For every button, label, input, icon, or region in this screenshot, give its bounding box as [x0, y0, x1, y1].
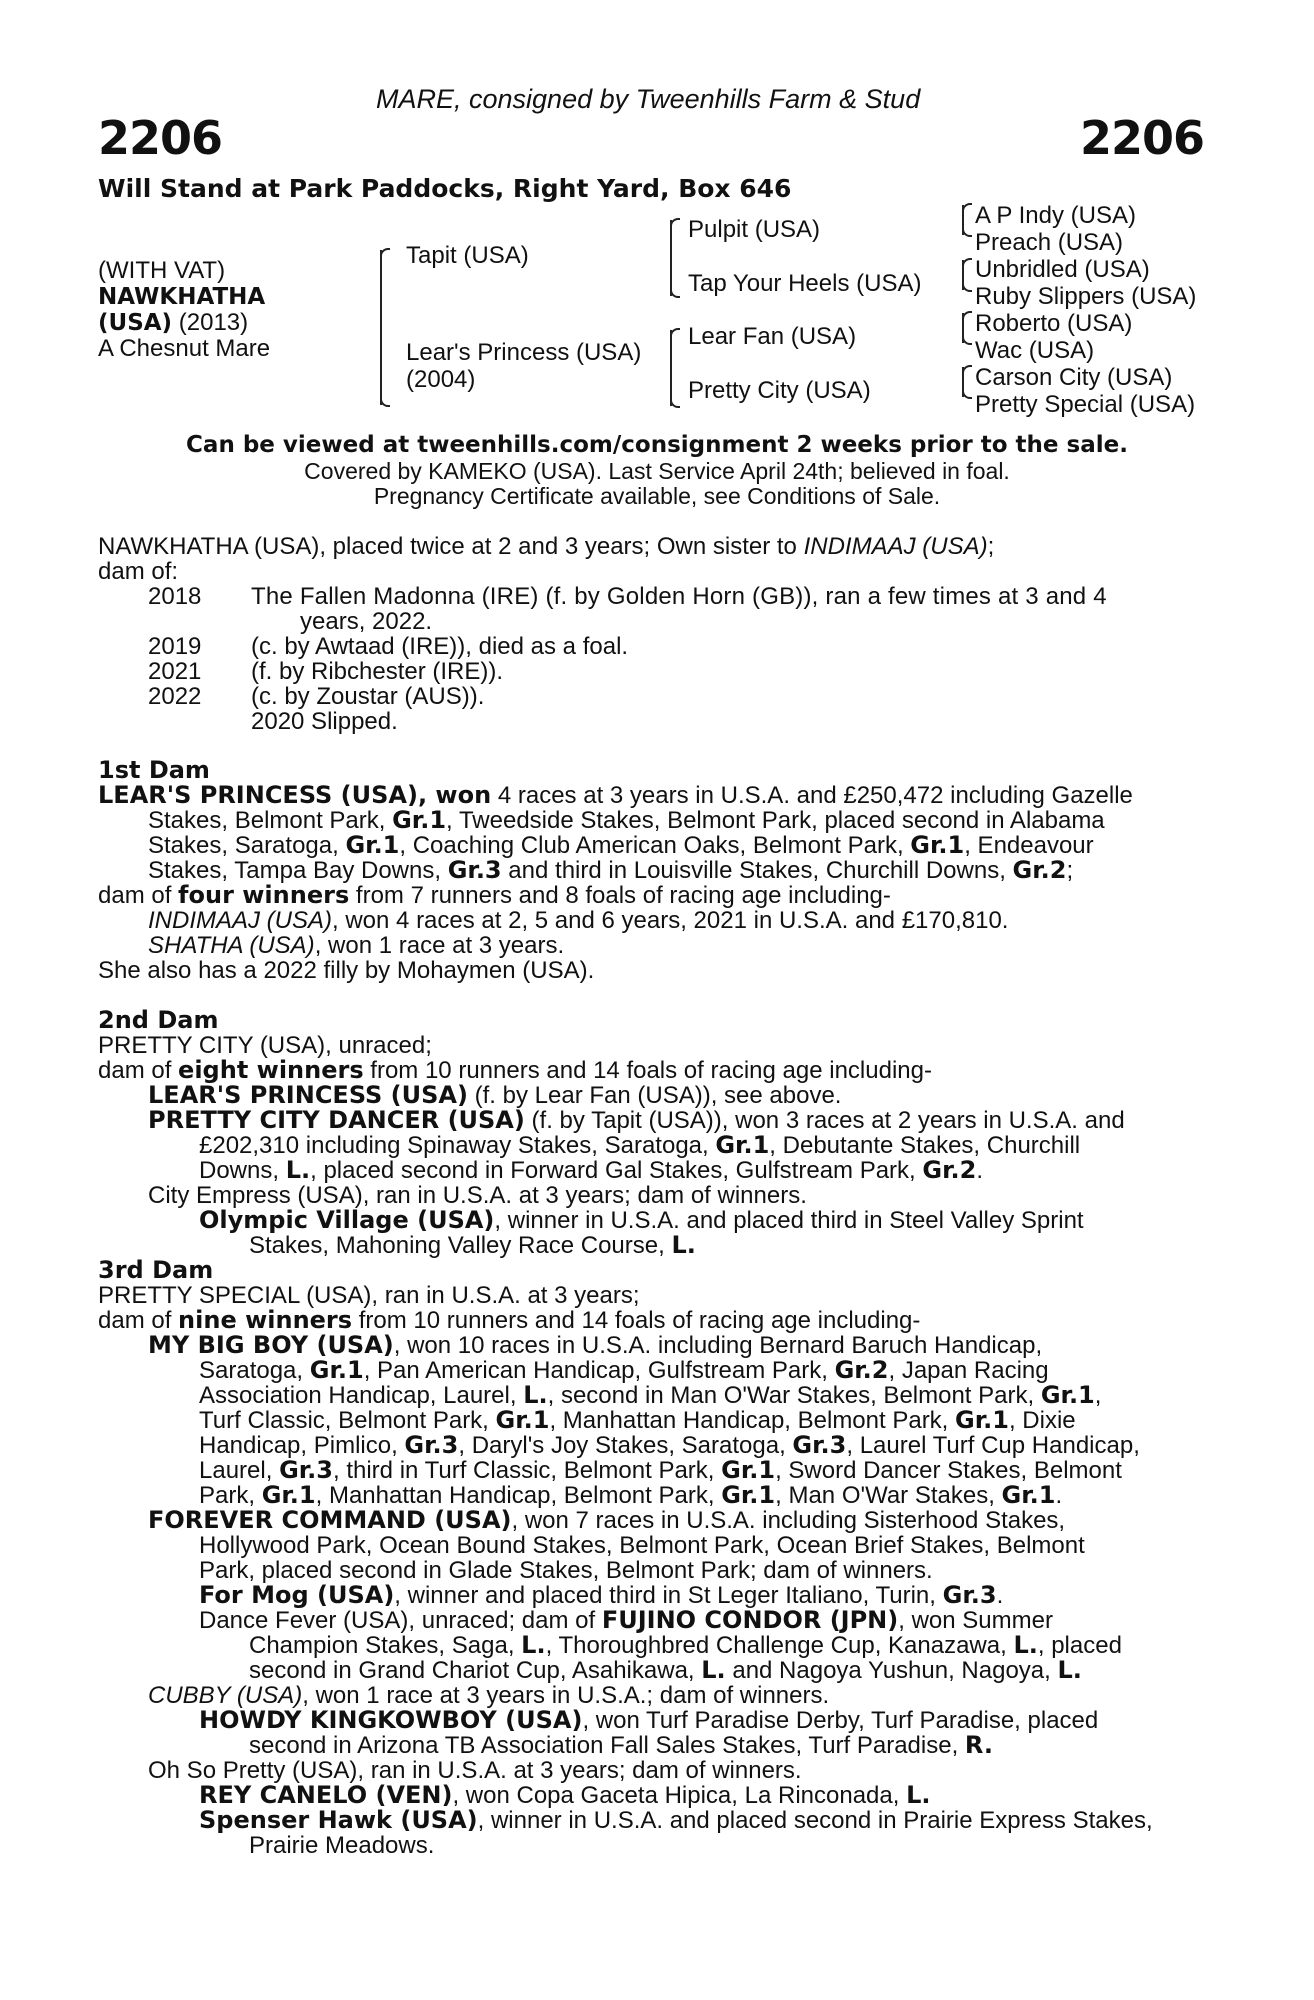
third-dam-line: MY BIG BOY (USA), won 10 races in U.S.A. including Bernard Baruch Handicap,	[148, 1331, 1043, 1359]
produce-year: 2021	[148, 658, 202, 685]
third-dam-line: second in Arizona TB Association Fall Sales Stakes, Turf Paradise, R.	[249, 1731, 993, 1759]
first-dam-line: SHATHA (USA), won 1 race at 3 years.	[148, 932, 565, 959]
third-dam-line: dam of nine winners from 10 runners and 14 foals of racing age including-	[98, 1306, 921, 1334]
pedigree-brace-3b	[962, 260, 964, 290]
lot-number-left: 2206	[98, 111, 223, 165]
stand-location: Will Stand at Park Paddocks, Right Yard, Box 646	[98, 174, 792, 203]
third-dam-heading: 3rd Dam	[98, 1256, 214, 1284]
pedigree-sire-sire: Pulpit (USA)	[688, 216, 821, 243]
first-dam-line: dam of four winners from 7 runners and 8 foals of racing age including-	[98, 881, 891, 909]
produce-year: 2019	[148, 633, 202, 660]
third-dam-line: Turf Classic, Belmont Park, Gr.1, Manhattan Handicap, Belmont Park, Gr.1, Dixie	[199, 1406, 1076, 1434]
produce-year: 2018	[148, 583, 202, 610]
pedigree-brace-3a	[962, 205, 964, 235]
first-dam-line: LEAR'S PRINCESS (USA), won 4 races at 3 years in U.S.A. and £250,472 including Gazelle	[98, 781, 1133, 809]
third-dam-line: PRETTY SPECIAL (USA), ran in U.S.A. at 3 years;	[98, 1282, 640, 1309]
third-dam-line: Dance Fever (USA), unraced; dam of FUJINO CONDOR (JPN), won Summer	[199, 1606, 1053, 1634]
first-dam-line: She also has a 2022 filly by Mohaymen (USA).	[98, 957, 595, 984]
third-dam-line: FOREVER COMMAND (USA), won 7 races in U.S.A. including Sisterhood Stakes,	[148, 1506, 1066, 1534]
second-dam-line: Olympic Village (USA), winner in U.S.A. and placed third in Steel Valley Sprint	[199, 1206, 1084, 1234]
third-dam-line: HOWDY KINGKOWBOY (USA), won Turf Paradise Derby, Turf Paradise, placed	[199, 1706, 1099, 1734]
second-dam-line: Downs, L., placed second in Forward Gal Stakes, Gulfstream Park, Gr.2.	[199, 1156, 983, 1184]
third-dam-line: Prairie Meadows.	[249, 1832, 435, 1859]
produce-year: 2022	[148, 683, 202, 710]
third-dam-line: CUBBY (USA), won 1 race at 3 years in U.S.A.; dam of winners.	[148, 1682, 830, 1709]
covered-note: Covered by KAMEKO (USA). Last Service April 24th; believed in foal.	[304, 458, 1010, 484]
third-dam-line: Association Handicap, Laurel, L., second in Man O'War Stakes, Belmont Park, Gr.1,	[199, 1381, 1102, 1409]
pedigree-g7: Carson City (USA)	[975, 364, 1173, 391]
pedigree-brace-2b	[670, 330, 672, 406]
pedigree-sire: Tapit (USA)	[406, 242, 529, 269]
produce-entry-cont: years, 2022.	[300, 608, 433, 635]
second-dam-line: City Empress (USA), ran in U.S.A. at 3 years; dam of winners.	[148, 1182, 807, 1209]
pedigree-brace-3d	[962, 367, 964, 397]
horse-description: A Chesnut Mare	[98, 335, 271, 362]
second-dam-line: £202,310 including Spinaway Stakes, Saratoga, Gr.1, Debutante Stakes, Churchill	[199, 1131, 1081, 1159]
third-dam-line: Laurel, Gr.3, third in Turf Classic, Belmont Park, Gr.1, Sword Dancer Stakes, Belmont	[199, 1456, 1122, 1484]
produce-entry: (c. by Zoustar (AUS)).	[251, 683, 485, 710]
second-dam-line: LEAR'S PRINCESS (USA) (f. by Lear Fan (USA)), see above.	[148, 1081, 842, 1109]
third-dam-line: REY CANELO (VEN), won Copa Gaceta Hipica, La Rinconada, L.	[199, 1781, 931, 1809]
produce-dam-of: dam of:	[98, 558, 179, 585]
third-dam-line: Handicap, Pimlico, Gr.3, Daryl's Joy Stakes, Saratoga, Gr.3, Laurel Turf Cup Handicap,	[199, 1431, 1140, 1459]
third-dam-line: Champion Stakes, Saga, L., Thoroughbred Challenge Cup, Kanazawa, L., placed	[249, 1631, 1122, 1659]
produce-entry: The Fallen Madonna (IRE) (f. by Golden Horn (GB)), ran a few times at 3 and 4	[251, 583, 1107, 610]
pedigree-g1: A P Indy (USA)	[975, 202, 1136, 229]
pedigree-brace-1	[380, 250, 382, 405]
pedigree-g2: Preach (USA)	[975, 229, 1124, 256]
pedigree-dam-sire: Lear Fan (USA)	[688, 323, 857, 350]
lot-number-right: 2206	[1080, 111, 1205, 165]
pedigree-brace-2a	[670, 220, 672, 296]
second-dam-heading: 2nd Dam	[98, 1006, 219, 1034]
pedigree-g5: Roberto (USA)	[975, 310, 1133, 337]
pregnancy-note: Pregnancy Certificate available, see Conditions of Sale.	[373, 483, 941, 509]
first-dam-heading: 1st Dam	[98, 756, 210, 784]
third-dam-line: second in Grand Chariot Cup, Asahikawa, L. and Nagoya Yushun, Nagoya, L.	[249, 1656, 1082, 1684]
third-dam-line: For Mog (USA), winner and placed third in St Leger Italiano, Turin, Gr.3.	[199, 1581, 1004, 1609]
second-dam-line: PRETTY CITY (USA), unraced;	[98, 1032, 432, 1059]
second-dam-line: Stakes, Mahoning Valley Race Course, L.	[249, 1231, 696, 1259]
produce-entry: (f. by Ribchester (IRE)).	[251, 658, 504, 685]
produce-intro: NAWKHATHA (USA), placed twice at 2 and 3 years; Own sister to INDIMAAJ (USA);	[98, 533, 995, 560]
pedigree-g8: Pretty Special (USA)	[975, 391, 1196, 418]
consigned-line: MARE, consigned by Tweenhills Farm & Stud	[376, 84, 921, 114]
pedigree-dam-dam: Pretty City (USA)	[688, 377, 871, 404]
third-dam-line: Park, Gr.1, Manhattan Handicap, Belmont Park, Gr.1, Man O'War Stakes, Gr.1.	[199, 1481, 1063, 1509]
third-dam-line: Oh So Pretty (USA), ran in U.S.A. at 3 years; dam of winners.	[148, 1757, 802, 1784]
produce-entry: (c. by Awtaad (IRE)), died as a foal.	[251, 633, 629, 660]
third-dam-line: Saratoga, Gr.1, Pan American Handicap, Gulfstream Park, Gr.2, Japan Racing	[199, 1356, 1049, 1384]
pedigree-g3: Unbridled (USA)	[975, 256, 1150, 283]
horse-name: NAWKHATHA	[98, 284, 266, 310]
pedigree-sire-dam: Tap Your Heels (USA)	[688, 270, 922, 297]
second-dam-line: dam of eight winners from 10 runners and 14 foals of racing age including-	[98, 1056, 932, 1084]
horse-country-year: (USA) (2013)	[98, 309, 249, 336]
pedigree-g6: Wac (USA)	[975, 337, 1095, 364]
third-dam-line: Hollywood Park, Ocean Bound Stakes, Belmont Park, Ocean Brief Stakes, Belmont	[199, 1532, 1085, 1559]
pedigree-dam-year: (2004)	[406, 366, 476, 393]
first-dam-line: Stakes, Belmont Park, Gr.1, Tweedside Stakes, Belmont Park, placed second in Alabama	[148, 806, 1105, 834]
third-dam-line: Park, placed second in Glade Stakes, Belmont Park; dam of winners.	[199, 1557, 933, 1584]
third-dam-line: Spenser Hawk (USA), winner in U.S.A. and placed second in Prairie Express Stakes,	[199, 1806, 1153, 1834]
vat-note: (WITH VAT)	[98, 257, 226, 284]
viewing-note: Can be viewed at tweenhills.com/consignment 2 weeks prior to the sale.	[186, 432, 1128, 458]
first-dam-line: INDIMAAJ (USA), won 4 races at 2, 5 and 6 years, 2021 in U.S.A. and £170,810.	[148, 907, 1009, 934]
produce-slipped: 2020 Slipped.	[251, 708, 398, 735]
second-dam-line: PRETTY CITY DANCER (USA) (f. by Tapit (USA)), won 3 races at 2 years in U.S.A. and	[148, 1106, 1125, 1134]
pedigree-g4: Ruby Slippers (USA)	[975, 283, 1197, 310]
pedigree-brace-3c	[962, 313, 964, 343]
first-dam-line: Stakes, Saratoga, Gr.1, Coaching Club American Oaks, Belmont Park, Gr.1, Endeavour	[148, 831, 1094, 859]
pedigree-dam: Lear's Princess (USA)	[406, 339, 642, 366]
first-dam-line: Stakes, Tampa Bay Downs, Gr.3 and third in Louisville Stakes, Churchill Downs, Gr.2;	[148, 856, 1074, 884]
